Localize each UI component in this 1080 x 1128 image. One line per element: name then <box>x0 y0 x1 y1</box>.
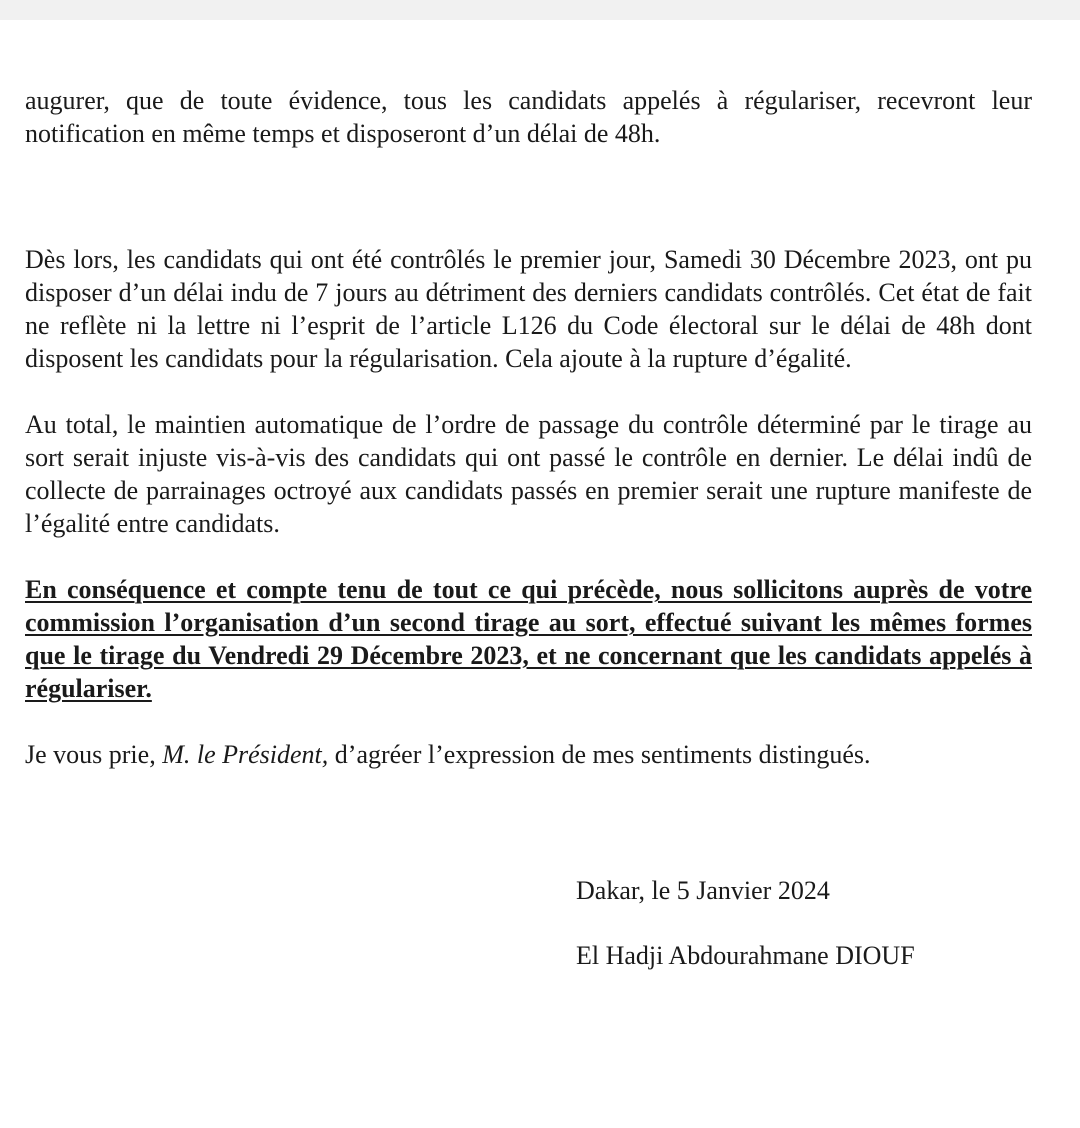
signatory-name: El Hadji Abdourahmane DIOUF <box>576 941 915 970</box>
paragraph-undue-delay: Dès lors, les candidats qui ont été contrôlés le premier jour, Samedi 30 Décembre 2023, ont pu disposer d’un délai indu de 7 jours au détriment des derniers candidats contrôlés. Cet état de fait ne reflète ni la lettre ni l’esprit de l’article L126 du Code électoral sur le délai de 48h dont disposent les candidats pour la régularisation. Cela ajoute à la rupture d’égalité. <box>25 245 1032 373</box>
closing-formula <box>25 738 1032 771</box>
paragraph-deadline-notification: augurer, que de toute évidence, tous les candidats appelés à régulariser, recevront leur notification en même temps et disposeront d’un délai de 48h. <box>25 86 1032 148</box>
closing-prefix: Je vous prie, <box>25 740 163 769</box>
paragraph-request: En conséquence et compte tenu de tout ce qui précède, nous sollicitons auprès de votre commission l’organisation d’un second tirage au sort, effectué suivant les mêmes formes que le tirage du Vendredi 29 Décembre 2023, et ne concernant que les candidats appelés à régulariser. <box>25 575 1032 703</box>
closing-suffix: d’agréer l’expression de mes sentiments distingués. <box>328 740 871 769</box>
top-strip <box>0 0 1080 20</box>
place-and-date: Dakar, le 5 Janvier 2024 <box>576 876 830 905</box>
closing-title: M. le Président, <box>162 740 329 769</box>
signature-block <box>576 874 915 972</box>
paragraph-total: Au total, le maintien automatique de l’ordre de passage du contrôle déterminé par le tirage au sort serait injuste vis-à-vis des candidats qui ont passé le contrôle en dernier. Le délai indû de collecte de parrainages octroyé aux candidats passés en premier serait une rupture manifeste de l’égalité entre candidats. <box>25 410 1032 538</box>
letter-body <box>25 84 1032 771</box>
